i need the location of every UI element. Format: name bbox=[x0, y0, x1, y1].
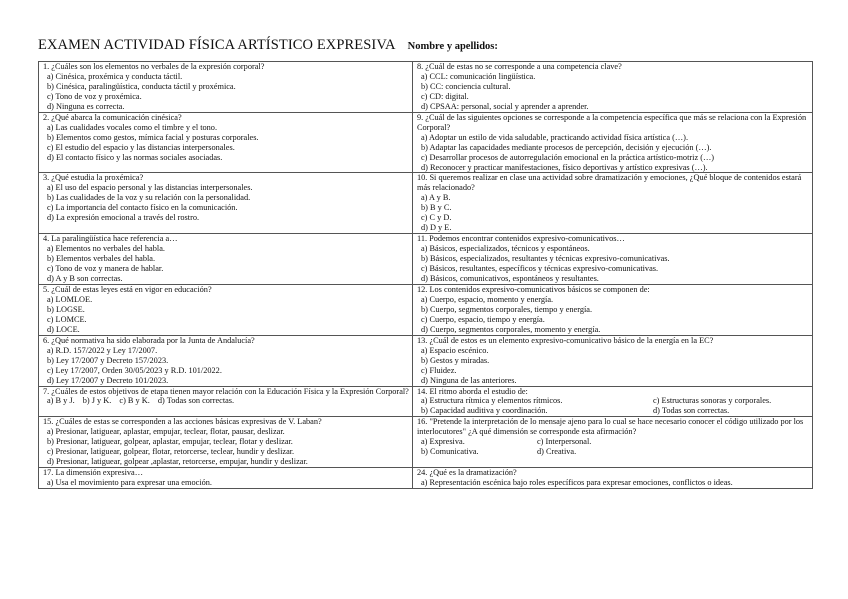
option-b: b) Elementos verbales del habla. bbox=[47, 254, 156, 264]
option-a: a) Representación escénica bajo roles específicos para expresar emociones, conflictos o ideas. bbox=[421, 478, 733, 488]
options-row bbox=[417, 396, 809, 406]
question-text: 2. ¿Qué abarca la comunicación cinésica? bbox=[43, 112, 182, 122]
options-row bbox=[43, 396, 409, 406]
option-d: d) D y E. bbox=[421, 223, 452, 233]
option-a: a) Básicos, especializados, técnicos y espontáneos. bbox=[421, 244, 590, 254]
option-b: b) Cinésica, paralingüística, conducta táctil y proxémica. bbox=[47, 81, 236, 91]
question-24 bbox=[413, 468, 813, 489]
table-row bbox=[39, 173, 813, 234]
question-text: 10. Si queremos realizar en clase una actividad sobre dramatización y emociones, ¿Qué bloque de contenidos estará más relacionado? bbox=[417, 173, 802, 193]
option-a: a) B y J. bbox=[47, 396, 75, 406]
question-13 bbox=[413, 335, 813, 386]
option-b: b) Capacidad auditiva y coordinación. bbox=[421, 406, 548, 416]
question-15 bbox=[39, 417, 413, 468]
option-a: a) R.D. 157/2022 y Ley 17/2007. bbox=[47, 345, 158, 355]
option-d: d) La expresión emocional a través del rostro. bbox=[47, 213, 200, 223]
option-c: c) Presionar, latiguear, golpear, flotar, retorcerse, teclear, hundir y deslizar. bbox=[47, 447, 295, 457]
question-text: 1. ¿Cuáles son los elementos no verbales de la expresión corporal? bbox=[43, 62, 265, 71]
question-7 bbox=[39, 386, 413, 417]
exam-title: EXAMEN ACTIVIDAD FÍSICA ARTÍSTICO EXPRESIVA bbox=[38, 37, 396, 53]
option-c: c) La importancia del contacto físico en la comunicación. bbox=[47, 203, 238, 213]
option-c: c) Fluidez. bbox=[421, 365, 457, 375]
table-row bbox=[39, 234, 813, 285]
option-b: b) Ley 17/2007 y Decreto 157/2023. bbox=[47, 355, 169, 365]
option-a: a) Cinésica, proxémica y conducta táctil. bbox=[47, 71, 183, 81]
option-a: a) Estructura rítmica y elementos rítmicos. bbox=[421, 396, 563, 406]
option-a: a) Usa el movimiento para expresar una emoción. bbox=[47, 478, 212, 488]
question-2 bbox=[39, 112, 413, 173]
question-1 bbox=[39, 62, 413, 113]
option-c: c) Cuerpo, espacio, tiempo y energía. bbox=[421, 314, 545, 324]
option-b: b) LOGSE. bbox=[47, 304, 85, 314]
option-d: d) Básicos, comunicativos, espontáneos y resultantes. bbox=[421, 274, 599, 284]
option-d: d) Reconocer y practicar manifestaciones, físico deportivas y artístico expresivas (…). bbox=[421, 162, 708, 172]
question-text: 14. El ritmo aborda el estudio de: bbox=[417, 386, 528, 396]
name-label: Nombre y apellidos: bbox=[407, 41, 498, 52]
question-12 bbox=[413, 284, 813, 335]
option-c: c) C y D. bbox=[421, 213, 452, 223]
question-9 bbox=[413, 112, 813, 173]
option-c: c) Interpersonal. bbox=[537, 437, 592, 447]
option-d: d) Creativa. bbox=[537, 447, 577, 457]
option-a: a) A y B. bbox=[421, 193, 451, 203]
question-text: 3. ¿Qué estudia la proxémica? bbox=[43, 173, 144, 183]
table-row bbox=[39, 62, 813, 113]
question-text: 12. Los contenidos expresivo-comunicativos básicos se componen de: bbox=[417, 284, 650, 294]
option-b: b) Cuerpo, segmentos corporales, tiempo y energía. bbox=[421, 304, 593, 314]
question-10 bbox=[413, 173, 813, 234]
question-text: 13. ¿Cuál de estos es un elemento expresivo-comunicativo básico de la energía en la EC? bbox=[417, 335, 714, 345]
option-a: a) Cuerpo, espacio, momento y energía. bbox=[421, 294, 554, 304]
exam-header bbox=[38, 36, 818, 54]
option-b: b) CC: conciencia cultural. bbox=[421, 81, 511, 91]
option-a: a) El uso del espacio personal y las distancias interpersonales. bbox=[47, 183, 253, 193]
option-a: a) Expresiva. bbox=[421, 437, 465, 447]
option-d: d) Presionar, latiguear, golpear ,aplastar, retorcerse, empujar, hundir y deslizar. bbox=[47, 457, 308, 467]
question-text: 17. La dimensión expresiva… bbox=[43, 468, 144, 478]
option-a: a) LOMLOE. bbox=[47, 294, 93, 304]
option-b: b) Comunicativa. bbox=[421, 447, 479, 457]
options-row bbox=[417, 437, 809, 447]
option-d: d) CPSAA: personal, social y aprender a aprender. bbox=[421, 101, 589, 111]
option-d: d) Todas son correctas. bbox=[157, 396, 235, 406]
option-a: a) Elementos no verbales del habla. bbox=[47, 244, 165, 254]
question-text: 7. ¿Cuáles de estos objetivos de etapa tienen mayor relación con la Educación Física y la Expresión Corporal? bbox=[43, 386, 409, 396]
table-row bbox=[39, 468, 813, 489]
option-d: d) Ninguna de las anteriores. bbox=[421, 375, 517, 385]
question-text: 11. Podemos encontrar contenidos expresivo-comunicativos… bbox=[417, 234, 625, 244]
question-11 bbox=[413, 234, 813, 285]
table-row bbox=[39, 386, 813, 417]
question-14 bbox=[413, 386, 813, 417]
options-row bbox=[417, 447, 809, 457]
option-a: a) Las cualidades vocales como el timbre y el tono. bbox=[47, 122, 218, 132]
question-text: 15. ¿Cuáles de estas se corresponden a las acciones básicas expresivas de V. Laban? bbox=[43, 417, 322, 427]
option-b: b) Elementos como gestos, mímica facial y posturas corporales. bbox=[47, 132, 259, 142]
option-b: b) Presionar, latiguear, golpear, aplastar, empujar, teclear, flotar y deslizar. bbox=[47, 437, 293, 447]
option-d: d) Ninguna es correcta. bbox=[47, 101, 125, 111]
question-6 bbox=[39, 335, 413, 386]
question-text: 4. La paralingüística hace referencia a… bbox=[43, 234, 178, 244]
option-b: b) Adaptar las capacidades mediante procesos de percepción, decisión y ejecución (…). bbox=[421, 142, 712, 152]
option-d: d) Cuerpo, segmentos corporales, momento y energía. bbox=[421, 324, 601, 334]
option-d: d) LOCE. bbox=[47, 324, 80, 334]
option-b: b) Las cualidades de la voz y su relación con la personalidad. bbox=[47, 193, 251, 203]
option-b: b) J y K. bbox=[82, 396, 112, 406]
option-c: c) Desarrollar procesos de autorregulación emocional en la práctica artístico-motriz (…) bbox=[421, 152, 715, 162]
question-text: 6. ¿Qué normativa ha sido elaborada por la Junta de Andalucía? bbox=[43, 335, 255, 345]
option-b: b) Básicos, especializados, resultantes y técnicas expresivo-comunicativas. bbox=[421, 254, 670, 264]
table-row bbox=[39, 417, 813, 468]
question-17 bbox=[39, 468, 413, 489]
option-d: d) Todas son correctas. bbox=[653, 406, 730, 416]
question-text: 5. ¿Cuál de estas leyes está en vigor en educación? bbox=[43, 284, 212, 294]
option-b: b) B y C. bbox=[421, 203, 452, 213]
option-c: c) CD: digital. bbox=[421, 91, 469, 101]
question-text: 16. "Pretende la interpretación de lo mensaje ajeno para lo cual se hace necesario conocer el código utilizado por los interlocutores" ¿A qué dimensión se corresponde esta afirmación? bbox=[417, 417, 804, 437]
option-a: a) CCL: comunicación lingüística. bbox=[421, 71, 536, 81]
question-text: 9. ¿Cuál de las siguientes opciones se corresponde a la competencia específica que más se relaciona con la Expresión Corporal? bbox=[417, 112, 807, 132]
option-b: b) Gestos y miradas. bbox=[421, 355, 490, 365]
question-16 bbox=[413, 417, 813, 468]
option-c: c) Estructuras sonoras y corporales. bbox=[653, 396, 772, 406]
question-8 bbox=[413, 62, 813, 113]
option-c: c) B y K. bbox=[119, 396, 150, 406]
option-c: c) Básicos, resultantes, específicos y técnicas expresivo-comunicativas. bbox=[421, 264, 659, 274]
question-text: 8. ¿Cuál de estas no se corresponde a una competencia clave? bbox=[417, 62, 622, 71]
option-a: a) Presionar, latiguear, aplastar, empujar, teclear, flotar, pausar, deslizar. bbox=[47, 427, 285, 437]
option-c: c) Ley 17/2007, Orden 30/05/2023 y R.D. 101/2022. bbox=[47, 365, 222, 375]
option-d: d) A y B son correctas. bbox=[47, 274, 123, 284]
option-c: c) Tono de voz y proxémica. bbox=[47, 91, 142, 101]
option-c: c) Tono de voz y manera de hablar. bbox=[47, 264, 164, 274]
table-row bbox=[39, 284, 813, 335]
option-a: a) Espacio escénico. bbox=[421, 345, 489, 355]
options-row bbox=[417, 406, 809, 416]
option-c: c) El estudio del espacio y las distancias interpersonales. bbox=[47, 142, 235, 152]
option-a: a) Adoptar un estilo de vida saludable, practicando actividad física artística (…). bbox=[421, 132, 689, 142]
questions-table bbox=[38, 61, 813, 489]
question-5 bbox=[39, 284, 413, 335]
option-c: c) LOMCE. bbox=[47, 314, 87, 324]
table-row bbox=[39, 335, 813, 386]
option-d: d) Ley 17/2007 y Decreto 101/2023. bbox=[47, 375, 169, 385]
question-3 bbox=[39, 173, 413, 234]
table-row bbox=[39, 112, 813, 173]
question-4 bbox=[39, 234, 413, 285]
option-d: d) El contacto físico y las normas sociales asociadas. bbox=[47, 152, 223, 162]
question-text: 24. ¿Qué es la dramatización? bbox=[417, 468, 517, 478]
